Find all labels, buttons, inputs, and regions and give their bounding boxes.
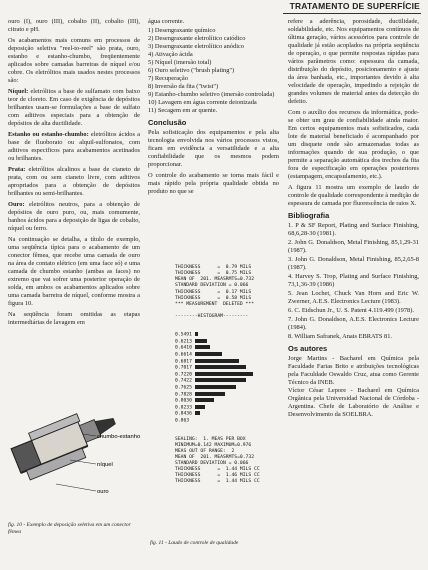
histogram-row [175,378,265,385]
report-line: *** MEASUREMENT DELETED *** [175,301,255,307]
process-step: 2) Desengraxante eletrolítico catódico [148,35,246,42]
paragraph: Pela sofisticação dos equipamentos e pela alta tecnologia envolvida nos vários processos vistos, ficam em evidência a versatilidade e a alta confiabilidade que os mesmos podem proporcionar. [148,129,279,168]
report-line: MEAN OF 201. MEASRMTS=0.732 [175,277,255,283]
process-step: 6) Ouro seletivo ("brush plating") [148,67,235,74]
histogram-bar [195,372,253,376]
term-label: Níquel: [8,88,29,95]
histogram-bar [195,339,207,343]
histogram-row [175,418,265,425]
report-line: THICKNESS = 1.44 MILS CC [175,479,260,485]
header-rule [283,13,421,14]
report-line: THICKNESS = 0.75 MILS [175,271,252,277]
report-line: STANDARD DEVIATION = 0.066 [175,283,249,289]
report-line: MEAN OF 201. MEASRMTS=0.732 [175,455,255,460]
paragraph: Víctor César Lepore - Bacharel em Química Orgânica pela Universidad Nacional de Córdoba - Argentina. Chefe de Laboratório de Análise e Desenvolvimento da SOELBRA. [288,387,419,418]
paragraph [8,88,140,128]
paragraph: ouro (I), ouro (III), cobalto (II), cobalto (III), citrato e pH. [8,18,140,33]
process-step: 9) Estanho-chumbo seletivo (imersão controlada) [148,91,275,98]
report-line: MINIMUM=0.142 MAXIMUM=0.976 [175,442,252,448]
quality-report [175,253,265,492]
histogram-bar [195,332,198,336]
bibliography-entry: 1. P & SF Report, Plating and Surface Finishing, 68,6,28-30 (1981). [288,222,419,237]
bibliography-list [288,222,419,341]
paragraph-text: eletrólitos neutros, para a obtenção de depósitos de ouro puro, ou, mais comumente, banhos ácidos para a deposição de ligas de cobalto, níquel ou ferro. [8,201,140,232]
histogram-label: 0.7625 [175,385,195,391]
histogram-label: 0.6213 [175,339,195,345]
report-summary-lines [175,437,265,486]
histogram-label: 0.5491 [175,332,195,338]
histogram-row [175,405,265,412]
term-label: Estanho ou estanho-chumbo: [8,131,89,138]
process-step: 1) Desengraxante químico [148,27,216,34]
bibliography-entry: 7. John G. Donaldson, A.E.S. Electronics Lecture (1984). [288,316,419,331]
histogram-bar [195,385,236,389]
process-step: 3) Desengraxante eletrolítico anódico [148,43,244,50]
paragraph: Na seqüência foram omitidas as etapas intermediárias de lavagem em [8,311,140,326]
paragraph: água corrente. [148,18,185,25]
paragraph [8,201,140,233]
paragraph [8,131,140,163]
bibliography-entry: 3. John G. Donaldson, Metal Finishing, 85,2,65-8 (1987). [288,256,419,271]
process-step: 8) Inversão da fita ("twist") [148,83,219,90]
bibliography-entry: 8. William Safranek, Anais EBRATS 81. [288,333,392,340]
histogram-row [175,411,265,418]
histogram-row [175,365,265,372]
histogram-label: 0.6817 [175,359,195,365]
process-step: 4) Ativação ácida [148,51,193,58]
histogram-row [175,372,265,379]
histogram-label: 0.7422 [175,378,195,384]
paragraph: A figura 11 mostra um exemplo de laudo de controle de qualidade correspondente à medição de espessura de camada por fluorescência de raios X. [288,184,419,207]
paragraph: Na continuação se detalha, a título de exemplo, uma seqüência típica para o acabamento de um conector fêmea, que recebe uma camada de ouro na área de contato elétrico (em uma face só) e uma camada de chumbo estanho (ambas as faces) no extremo que vai sofrer uma posterior operação de solda, em ambos os acabamentos aplicados sobre uma camada barreira de níquel, conforme mostra a figura 10. [8,236,140,307]
histogram-label: 0.8436 [175,411,195,417]
histogram-row [175,385,265,392]
bibliography-entry: 5. Jean Lochet, Chuck Van Horn and Eric W. Zwerner, A.E.S. Electronics Lecture (1983). [288,290,419,305]
histogram-label: 0.7828 [175,392,195,398]
histogram-bar [195,352,222,356]
process-step: 11) Secagem em ar quente. [148,107,218,114]
bibliography-entry: 4. Harvey S. Trop, Plating and Surface Finishing, 73,1,36-39 (1986) [288,273,419,288]
report-line: THICKNESS = 1.46 MILS CC [175,473,260,479]
report-line: --------HISTOGRAM--------- [175,313,249,319]
histogram-row [175,352,265,359]
report-line: THICKNESS = 0.58 MILS [175,295,252,301]
figure-10-caption: fig. 10 - Exemplo de deposição seletiva em um conector fêmea [8,522,131,535]
process-steps-list [148,27,279,115]
heading-autores: Os autores [288,344,328,353]
bibliography-entry: 2. John G. Donaldson, Metal Finishing, 85,1,29-31 (1987). [288,239,419,254]
paragraph: O controle do acabamento se torna mais fácil e mais rápido pela própria qualidade obtida no produto no que se [148,172,279,195]
paragraph [8,166,140,198]
histogram-label: 0.8030 [175,398,195,404]
figure-11-caption: fig. 11 - Laudo de controle de qualidade [150,540,239,546]
term-label: Prata: [8,166,26,173]
histogram [175,332,265,424]
heading-bibliografia: Bibliografia [288,211,330,220]
paragraph: refere a aderência, porosidade, ductilidade, soldabilidade, etc. Nos equipamentos contínuos de última geração, vários acessórios para controle de qualidade já estão acoplados na própria seqüência de operação, o que permite respostas rápidas para vários parâmetros como: espessura da camada, distribuição do depósito, posicionamento e ajuste da área banhada, etc., importantes devido à alta velocidade de operação, impedindo a rejeição de grandes volumes de material antes da detecção do defeito. [288,18,419,105]
histogram-label: 0.8233 [175,405,195,411]
histogram-bar [195,359,239,363]
histogram-label: 0.6614 [175,352,195,358]
histogram-row [175,359,265,366]
histogram-bar [195,365,246,369]
report-line: STANDARD DEVIATION = 0.066 [175,461,249,467]
report-line: THICKNESS = 0.79 MILS [175,265,252,271]
histogram-row [175,332,265,339]
histogram-label: 0.7017 [175,365,195,371]
histogram-label: 0.863 [175,418,192,424]
term-label: Ouro: [8,201,25,208]
histogram-bar [195,392,226,396]
histogram-row [175,345,265,352]
paragraph: Com o auxílio dos recursos da informática, pode-se obter um grau de confiabilidade ainda maior. Em certos equipamentos mais sofisticados, cada lote de material beneficiado é acompanhado por um disquete onde são armazenadas todas as informações quando de sua produção, o que permite a separação automática dos trechos da fita fora de especificação em operações posteriores (estampagem, encapsulamento, etc.). [288,109,419,180]
histogram-bar [195,398,214,402]
paragraph-text: eletrólitos ácidos a base de fluoborato ou alquil-sulfonatos, com aditivos especificos para acabamentos acetinados ou brilhantes. [8,131,141,162]
page-header [0,0,428,14]
section-title: TRATAMENTO DE SUPERFÍCIE [289,1,420,11]
report-line: SEALING: 1. MEAS PER BOX [175,436,246,442]
label-chumbo-estanho: chumbo-estanho [97,434,140,440]
connector-illustration [8,392,140,517]
report-line: THICKNESS = 0.17 MILS [175,289,252,295]
heading-conclusao: Conclusão [148,118,187,127]
process-step: 7) Recuperação [148,75,188,82]
paragraph-text: eletrólitos alcalinos a base de cianeto de prata, com ou sem cianeto livre, com aditivos apropriados para a obtenção de depósitos brilhantes ou semi-brilhantes. [8,166,140,197]
paragraph-text: eletrólitos a base de sulfamato com baixo teor de cloreto. Em caso de exigência de depósitos brilhantes usam-se formulações a base de sulfato com aditivos especiais para a obtenção de depósitos de alta ductilidade. [8,88,140,127]
process-step: 5) Níquel (imersão total) [148,59,212,66]
bibliography-entry: 6. C. Eidschun Jr., U. S. Patent 4.119.499 (1978). [288,307,414,314]
histogram-row [175,398,265,405]
column-2 [148,18,279,199]
histogram-label: 0.6410 [175,345,195,351]
histogram-bar [195,411,200,415]
histogram-bar [195,378,246,382]
paragraph: Jorge Martins - Bacharel em Química pela Faculdade Farias Brito e atribuições tecnológicas pela Faculdade Oswaldo Cruz, atua como Gerente Técnico da INEB. [288,355,419,386]
report-line: MEAS OUT OF RANGE: 2 [175,448,235,454]
label-ouro: ouro [97,489,109,495]
report-line: THICKNESS = 1.44 MILS CC [175,467,260,473]
figure-10 [8,392,140,535]
histogram-bar [195,345,210,349]
histogram-row [175,392,265,399]
process-step: 10) Lavagem em água corrente deionizada [148,99,257,106]
paragraph: Os acabamentos mais comuns em processos de deposição seletiva "reel-to-reel" são prata, ouro, estanho e estanho-chumbo, freqüentemente aplicados sobre camadas barreiras de níquel e/ou cobre. Os eletrólitos mais usados nestes processos são: [8,37,140,84]
histogram-label: 0.7220 [175,372,195,378]
histogram-row [175,339,265,346]
column-1 [8,18,140,330]
column-3 [288,18,419,422]
histogram-bar [195,405,205,409]
label-niquel: níquel [97,462,113,468]
report-header-lines [175,265,265,320]
